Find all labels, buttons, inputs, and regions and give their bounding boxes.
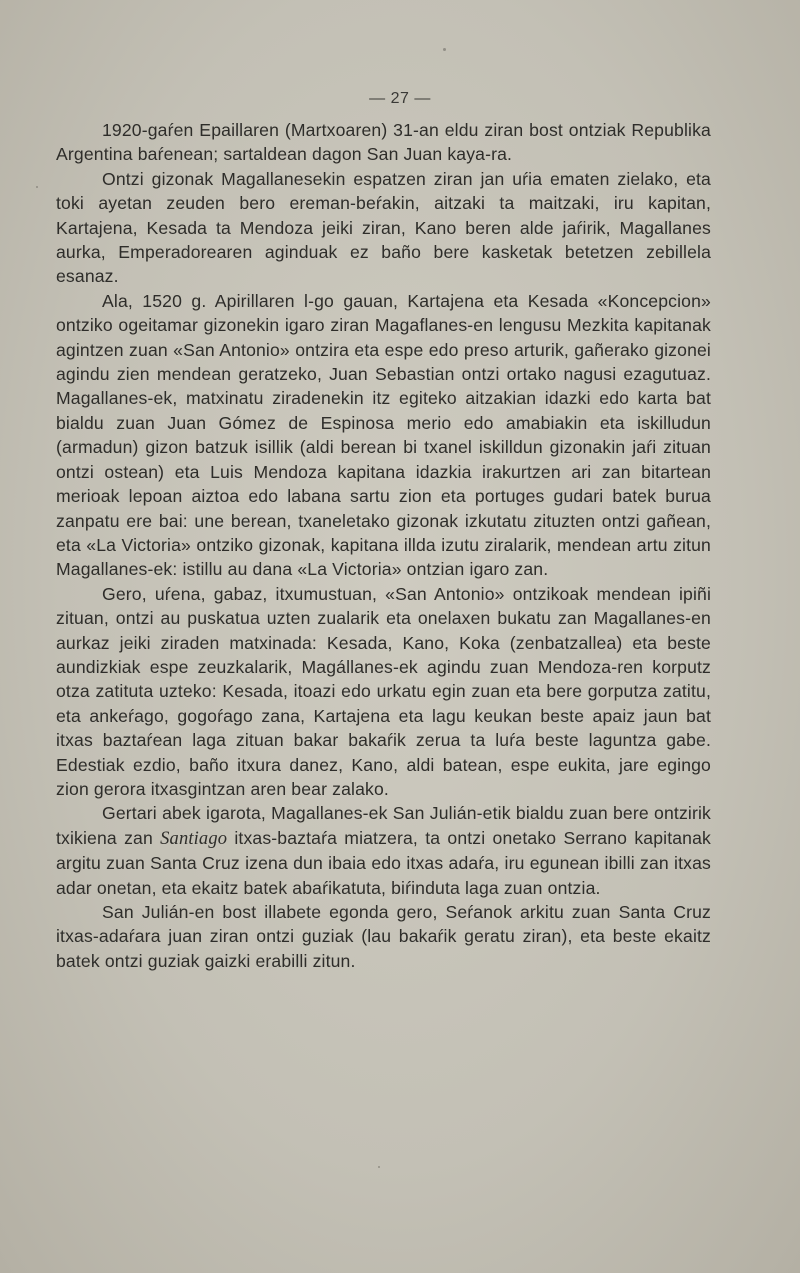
paragraph-1 xyxy=(56,118,711,167)
paper-speck xyxy=(378,1166,380,1168)
paragraph-text: Gertari abek igarota, Magallanes-ek San Julián-etik bialdu zuan bere ontzirik txikiena zan xyxy=(56,803,711,848)
ship-name-italic: Santiago xyxy=(160,828,228,849)
paper-speck xyxy=(443,48,446,51)
paragraph-text: San Julián-en bost illabete egonda gero, Seŕanok arkitu zuan Santa Cruz itxas-adaŕara juan ziran ontzi guziak (lau bakaŕik geratu ziran), eta beste ekaitz batek ontzi guziak gaizki erabilli zitun. xyxy=(56,902,711,971)
paragraph-text: itxas-baztaŕa miatzera, ta ontzi onetako Serrano kapitanak argitu zuan Santa Cruz izena dun ibaia edo itxas adaŕa, iru egunean ibilli zan itxas adar onetan, eta ekaitz batek abaŕikatuta, biŕinduta laga zuan ontzia. xyxy=(56,827,711,898)
paragraph-5 xyxy=(56,801,711,900)
paragraph-text: Ala, 1520 g. Apirillaren l-go gauan, Kartajena eta Kesada «Koncepcion» ontziko ogeitamar gizonekin igaro ziran Magaflanes-en lengusu Mezkita kapitanak agintzen zuan «San Antonio» ontzira eta espe edo preso arturik, gañerako gizonei agindu zien mendean geratzeko, Juan Sebastian ontzi ortako nagusi ezagutuaz. Magallanes-ek, matxinatu ziradenekin itz egiteko aitzakian idazki edo karta bat bialdu zuan Juan Gómez de Espinosa merio edo amabiakin eta iskilludun (armadun) gizon batzuk isillik (aldi berean bi txanel iskilldun gizonakin jaŕi zituan ontzi ostean) eta Luis Mendoza kapitana idazkia irakurtzen ari zan bitartean merioak lepoan aiztoa edo labana sartu zion eta portuges gudari batek burua zanpatu ere bai: une berean, txaneletako gizonak izkutatu zituzten ontzi gañean, eta «La Victoria» ontziko gizonak, kapitana illda izutu ziralarik, mendean artu zitun Magallanes-ek: istillu au dana «La Victoria» ontzian igaro zan. xyxy=(56,290,711,580)
body-text xyxy=(56,118,711,973)
paragraph-text: 1920-gaŕen Epaillaren (Martxoaren) 31-an eldu ziran bost ontziak Republika Argentina baŕenean; sartaldean dagon San Juan kaya-ra. xyxy=(56,120,711,165)
paragraph-6 xyxy=(56,900,711,973)
paragraph-3 xyxy=(56,289,711,582)
paragraph-text: Ontzi gizonak Magallanesekin espatzen ziran jan uŕia ematen zielako, eta toki ayetan zeuden bero ereman-beŕakin, aitzaki ta maitzaki, iru kapitan, Kartajena, Kesada ta Mendoza jeiki ziran, Kano beren alde jaŕirik, Magallanes aurka, Emperadorearen aginduak ez baño bere kasketak betetzen zebillela esanaz. xyxy=(56,168,711,287)
page-number: — 27 — xyxy=(369,90,431,107)
paragraph-4 xyxy=(56,582,711,802)
paragraph-2 xyxy=(56,167,711,289)
paragraph-text: Gero, uŕena, gabaz, itxumustuan, «San Antonio» ontzikoak mendean ipiñi zituan, ontzi au puskatua uzten zualarik eta onelaxen bukatu zan Magallanes-en aurkaz jeiki ziraden matxinada: Kesada, Kano, Koka (zenbatzallea) eta beste aundizkiak espe zeuzkalarik, Magállanes-ek agindu zuan Mendoza-ren korputz otza zatituta uzteko: Kesada, itoazi edo urkatu egin zuan eta bere gorputza zatitu, eta ankeŕago, gogoŕago zana, Kartajena eta lagu keukan beste apaiz jaun bat itxas baztaŕean laga zituan bakar bakaŕik zerua ta luŕa beste laguntza gabe. Edestiak ezdio, baño itxura danez, Kano, aldi batean, espe eukita, jare egingo zion gerora itxasgintzan aren bear zalako. xyxy=(56,583,711,799)
paper-speck xyxy=(36,186,38,188)
